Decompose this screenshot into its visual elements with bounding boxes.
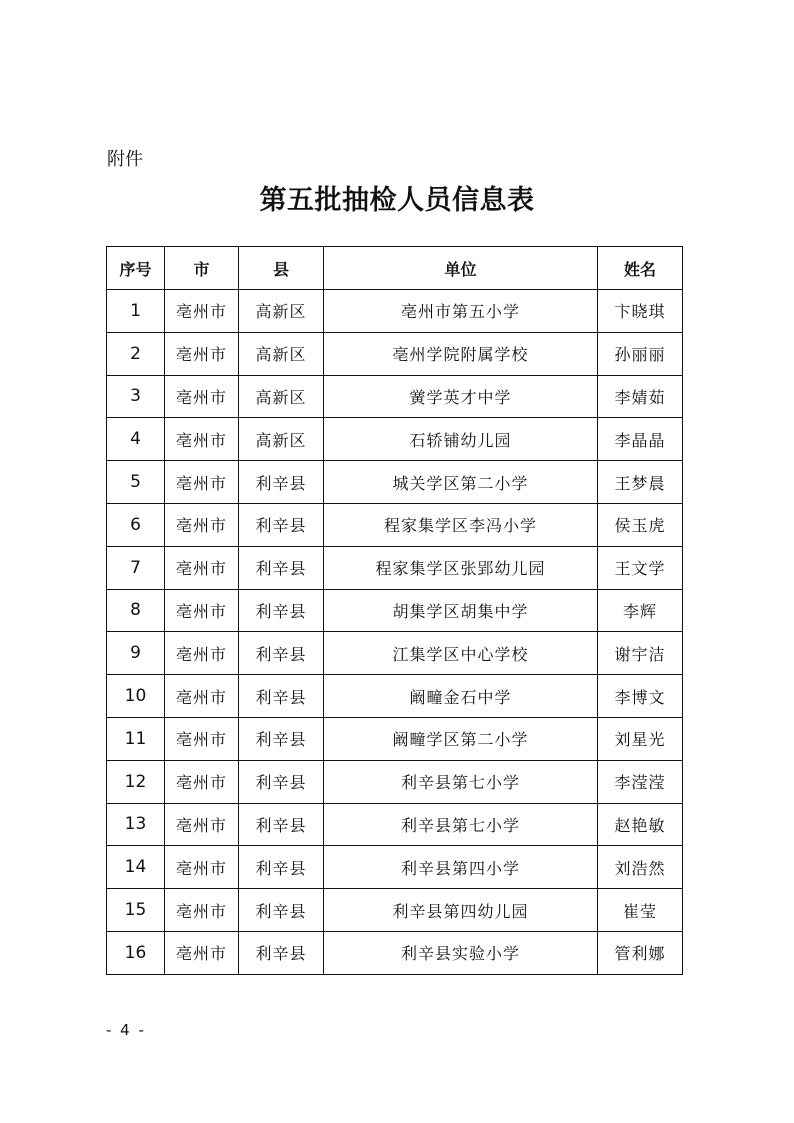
cell-index: 5 [107,461,165,504]
cell-name: 王梦晨 [598,461,683,504]
table-header-row [107,247,683,290]
cell-unit: 石轿铺幼儿园 [324,418,598,461]
cell-city: 亳州市 [165,461,239,504]
cell-county: 利辛县 [239,889,324,932]
cell-city: 亳州市 [165,418,239,461]
attachment-label: 附件 [107,149,143,170]
cell-name: 李辉 [598,589,683,632]
cell-county: 高新区 [239,290,324,333]
cell-county: 高新区 [239,332,324,375]
cell-city: 亳州市 [165,332,239,375]
cell-county: 利辛县 [239,546,324,589]
cell-county: 利辛县 [239,632,324,675]
cell-unit: 亳州学院附属学校 [324,332,598,375]
cell-county: 利辛县 [239,503,324,546]
cell-county: 利辛县 [239,760,324,803]
cell-unit: 利辛县第七小学 [324,803,598,846]
table-row [107,717,683,760]
cell-name: 管利娜 [598,931,683,974]
cell-name: 刘星光 [598,717,683,760]
cell-index: 12 [107,760,165,803]
table-row [107,632,683,675]
cell-name: 卞晓琪 [598,290,683,333]
cell-unit: 利辛县第七小学 [324,760,598,803]
cell-name: 刘浩然 [598,846,683,889]
table-row [107,803,683,846]
document-title: 第五批抽检人员信息表 [259,185,535,216]
cell-city: 亳州市 [165,846,239,889]
cell-city: 亳州市 [165,632,239,675]
cell-index: 14 [107,846,165,889]
cell-name: 谢宇洁 [598,632,683,675]
cell-index: 10 [107,675,165,718]
cell-city: 亳州市 [165,717,239,760]
cell-unit: 胡集学区胡集中学 [324,589,598,632]
cell-city: 亳州市 [165,889,239,932]
cell-unit: 江集学区中心学校 [324,632,598,675]
cell-index: 6 [107,503,165,546]
cell-county: 高新区 [239,375,324,418]
header-city: 市 [165,247,239,290]
cell-county: 利辛县 [239,846,324,889]
cell-name: 李滢滢 [598,760,683,803]
cell-unit: 阚疃学区第二小学 [324,717,598,760]
cell-city: 亳州市 [165,375,239,418]
table-row [107,461,683,504]
cell-name: 崔莹 [598,889,683,932]
cell-name: 王文学 [598,546,683,589]
page-number: - 4 - [106,1021,146,1039]
table-row [107,290,683,333]
table-row [107,418,683,461]
table-row [107,889,683,932]
cell-index: 8 [107,589,165,632]
personnel-info-table [106,246,683,975]
cell-county: 利辛县 [239,675,324,718]
cell-unit: 利辛县实验小学 [324,931,598,974]
cell-unit: 阚疃金石中学 [324,675,598,718]
cell-city: 亳州市 [165,290,239,333]
cell-county: 利辛县 [239,589,324,632]
header-index: 序号 [107,247,165,290]
cell-name: 李晶晶 [598,418,683,461]
cell-index: 3 [107,375,165,418]
cell-unit: 亳州市第五小学 [324,290,598,333]
cell-unit: 黉学英才中学 [324,375,598,418]
cell-index: 7 [107,546,165,589]
table-row [107,931,683,974]
cell-unit: 程家集学区张郢幼儿园 [324,546,598,589]
table-row [107,589,683,632]
cell-city: 亳州市 [165,675,239,718]
cell-name: 侯玉虎 [598,503,683,546]
cell-city: 亳州市 [165,803,239,846]
cell-city: 亳州市 [165,931,239,974]
cell-name: 孙丽丽 [598,332,683,375]
cell-unit: 利辛县第四小学 [324,846,598,889]
cell-name: 李博文 [598,675,683,718]
cell-county: 高新区 [239,418,324,461]
table-body [107,290,683,975]
cell-index: 15 [107,889,165,932]
cell-county: 利辛县 [239,461,324,504]
table-row [107,503,683,546]
table-row [107,546,683,589]
cell-name: 赵艳敏 [598,803,683,846]
cell-index: 1 [107,290,165,333]
cell-city: 亳州市 [165,589,239,632]
cell-unit: 城关学区第二小学 [324,461,598,504]
table-row [107,846,683,889]
table-row [107,675,683,718]
cell-city: 亳州市 [165,760,239,803]
cell-unit: 利辛县第四幼儿园 [324,889,598,932]
header-unit: 单位 [324,247,598,290]
cell-county: 利辛县 [239,803,324,846]
cell-county: 利辛县 [239,931,324,974]
cell-index: 4 [107,418,165,461]
cell-index: 11 [107,717,165,760]
cell-index: 13 [107,803,165,846]
table-row [107,760,683,803]
cell-city: 亳州市 [165,546,239,589]
table-row [107,332,683,375]
table-row [107,375,683,418]
cell-city: 亳州市 [165,503,239,546]
cell-county: 利辛县 [239,717,324,760]
cell-index: 9 [107,632,165,675]
cell-index: 16 [107,931,165,974]
cell-index: 2 [107,332,165,375]
cell-unit: 程家集学区李冯小学 [324,503,598,546]
cell-name: 李婧茹 [598,375,683,418]
header-name: 姓名 [598,247,683,290]
header-county: 县 [239,247,324,290]
